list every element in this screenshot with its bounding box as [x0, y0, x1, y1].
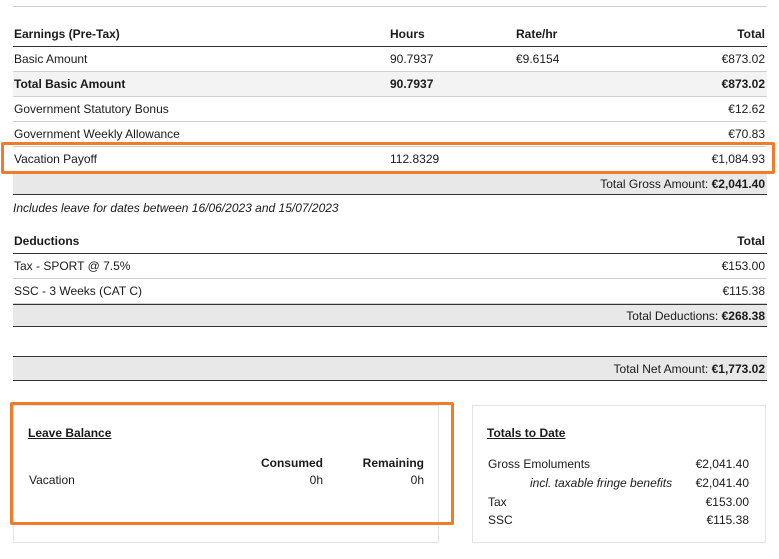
totals-label: incl. taxable fringe benefits — [530, 476, 673, 490]
deductions-header-row — [13, 229, 767, 254]
table-row — [13, 279, 767, 304]
earnings-table — [13, 22, 767, 195]
totals-label: SSC — [488, 513, 513, 527]
row-desc: Total Basic Amount — [14, 77, 126, 91]
gross-total-value: €2,041.40 — [711, 177, 765, 191]
earnings-header-desc: Earnings (Pre-Tax) — [14, 27, 120, 41]
row-total: €12.62 — [728, 102, 765, 116]
row-hours: 112.8329 — [390, 152, 440, 166]
leave-balance-title: Leave Balance — [28, 426, 112, 440]
row-desc: Tax - SPORT @ 7.5% — [14, 259, 131, 273]
net-total-row — [13, 356, 767, 381]
net-total-value: €1,773.02 — [711, 362, 765, 376]
row-hours: 90.7937 — [390, 52, 434, 66]
earnings-header-total: Total — [737, 27, 765, 41]
row-total: €70.83 — [728, 127, 765, 141]
row-desc: Vacation Payoff — [14, 152, 97, 166]
deductions-total-label: Total Deductions: — [626, 309, 719, 323]
row-desc: SSC - 3 Weeks (CAT C) — [14, 284, 143, 298]
row-desc: Basic Amount — [14, 52, 88, 66]
row-desc: Government Statutory Bonus — [14, 102, 169, 116]
totals-to-date-title: Totals to Date — [487, 426, 566, 440]
totals-to-date-box — [472, 405, 766, 543]
table-row — [13, 254, 767, 279]
row-total: €153.00 — [721, 259, 765, 273]
totals-value: €2,041.40 — [695, 457, 749, 471]
table-row — [13, 147, 767, 172]
totals-label: Gross Emoluments — [488, 457, 591, 471]
net-total-label: Total Net Amount: — [613, 362, 709, 376]
table-row — [13, 122, 767, 147]
deductions-header-total: Total — [737, 234, 765, 248]
deductions-header-desc: Deductions — [14, 234, 80, 248]
deductions-table — [13, 229, 767, 327]
row-total: €1,084.93 — [711, 152, 765, 166]
totals-label: Tax — [488, 495, 507, 509]
table-row — [13, 72, 767, 97]
deductions-total-value: €268.38 — [721, 309, 765, 323]
earnings-header-row — [13, 22, 767, 47]
totals-value: €2,041.40 — [695, 476, 749, 490]
earnings-header-hours: Hours — [390, 27, 425, 41]
deductions-total-row — [13, 304, 767, 327]
row-total: €873.02 — [721, 77, 765, 91]
totals-value: €115.38 — [706, 513, 749, 527]
leave-consumed: 0h — [309, 473, 323, 487]
earnings-header-rate: Rate/hr — [516, 27, 558, 41]
row-rate: €9.6154 — [516, 52, 560, 66]
gross-total-label: Total Gross Amount: — [600, 177, 709, 191]
top-divider — [13, 6, 767, 7]
row-total: €873.02 — [721, 52, 765, 66]
row-desc: Government Weekly Allowance — [14, 127, 180, 141]
leave-col-remaining: Remaining — [362, 456, 424, 470]
row-total: €115.38 — [722, 284, 765, 298]
row-hours: 90.7937 — [390, 77, 434, 91]
table-row — [13, 47, 767, 72]
table-row — [13, 97, 767, 122]
leave-remaining: 0h — [410, 473, 424, 487]
leave-balance-box — [13, 405, 439, 543]
leave-dates-note: Includes leave for dates between 16/06/2023 and 15/07/2023 — [13, 201, 339, 215]
totals-value: €153.00 — [705, 495, 749, 509]
gross-total-row — [13, 172, 767, 195]
leave-col-consumed: Consumed — [260, 456, 323, 470]
leave-type: Vacation — [29, 473, 75, 487]
